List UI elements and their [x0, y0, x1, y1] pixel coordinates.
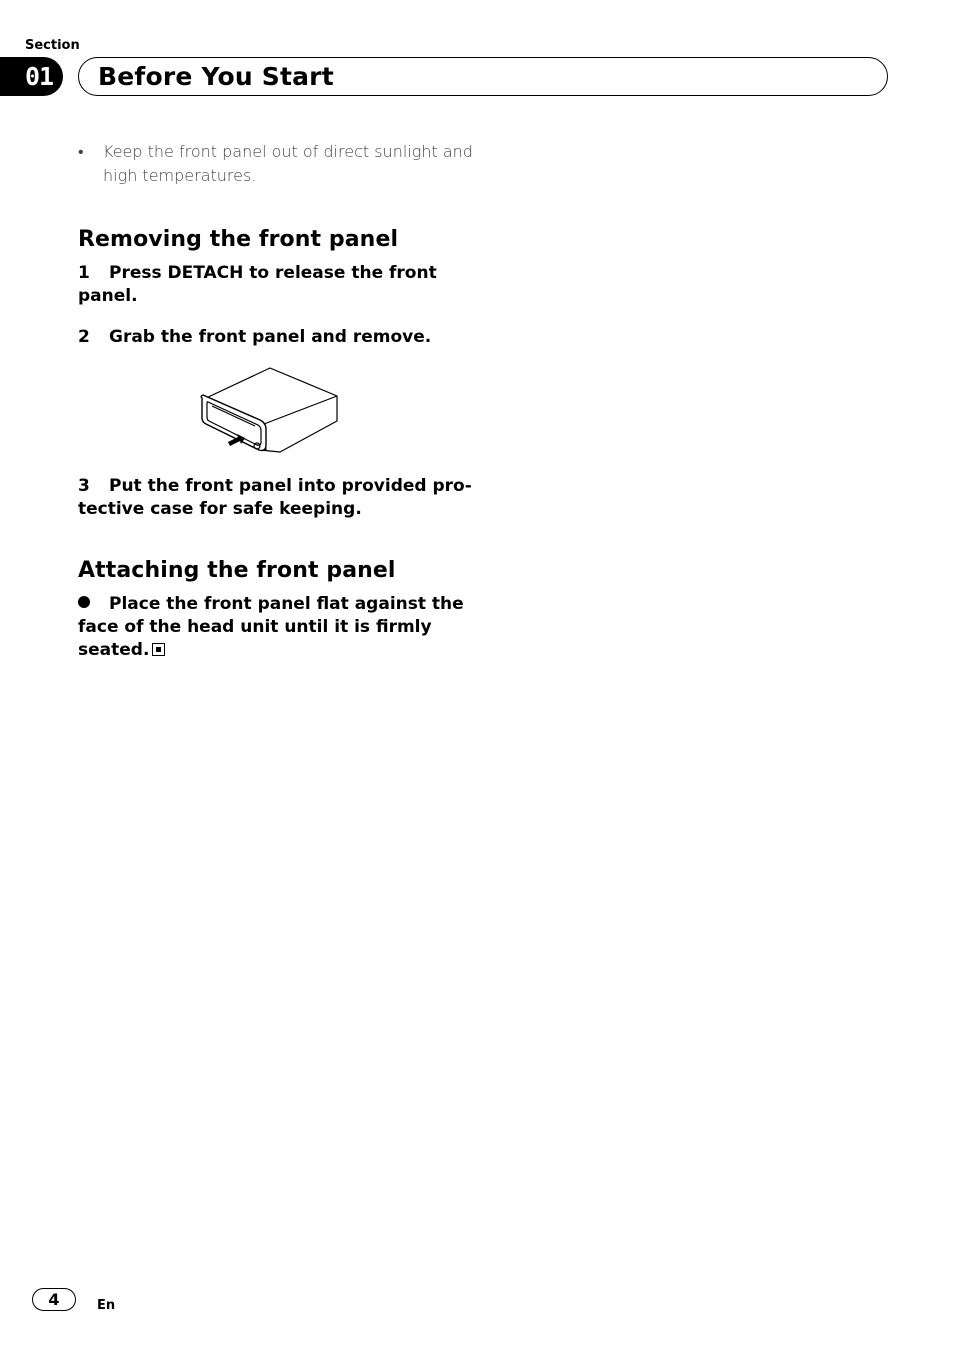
attaching-line-1: Place the front panel flat against the — [109, 594, 464, 614]
step-text-line-2: panel. — [78, 286, 138, 306]
intro-bullet — [78, 140, 478, 188]
round-bullet-wrap — [78, 593, 109, 616]
intro-bullet-line-1: Keep the front panel out of direct sunlight and — [103, 142, 473, 161]
bullet-marker: • — [78, 142, 84, 161]
section-label: Section — [25, 38, 80, 53]
step-number: 3 — [78, 476, 90, 496]
end-of-section-icon — [152, 643, 165, 656]
removing-heading: Removing the front panel — [78, 227, 399, 252]
language-code: En — [97, 1298, 116, 1313]
page-number: 4 — [32, 1288, 76, 1311]
intro-bullet-line-2: high temperatures. — [103, 166, 257, 185]
removing-step-2 — [78, 326, 478, 349]
section-number-badge: 01 — [0, 57, 63, 96]
attaching-line-2: face of the head unit until it is firmly — [78, 617, 432, 637]
attaching-heading: Attaching the front panel — [78, 558, 396, 583]
attaching-line-3: seated. — [78, 640, 150, 660]
step-text-line-1: Grab the front panel and remove. — [109, 327, 432, 347]
section-title-bar — [78, 57, 888, 96]
step-number: 2 — [78, 327, 90, 347]
round-bullet-icon — [78, 596, 90, 608]
head-unit-illustration — [200, 366, 340, 456]
removing-step-1 — [78, 262, 478, 308]
section-title: Before You Start — [98, 62, 334, 91]
attaching-instruction — [78, 593, 478, 662]
step-text-line-1: Press DETACH to release the front — [109, 263, 437, 283]
step-number: 1 — [78, 263, 90, 283]
removing-step-3 — [78, 475, 478, 521]
step-text-line-1: Put the front panel into provided pro- — [109, 476, 472, 496]
step-text-line-2: tective case for safe keeping. — [78, 499, 362, 519]
